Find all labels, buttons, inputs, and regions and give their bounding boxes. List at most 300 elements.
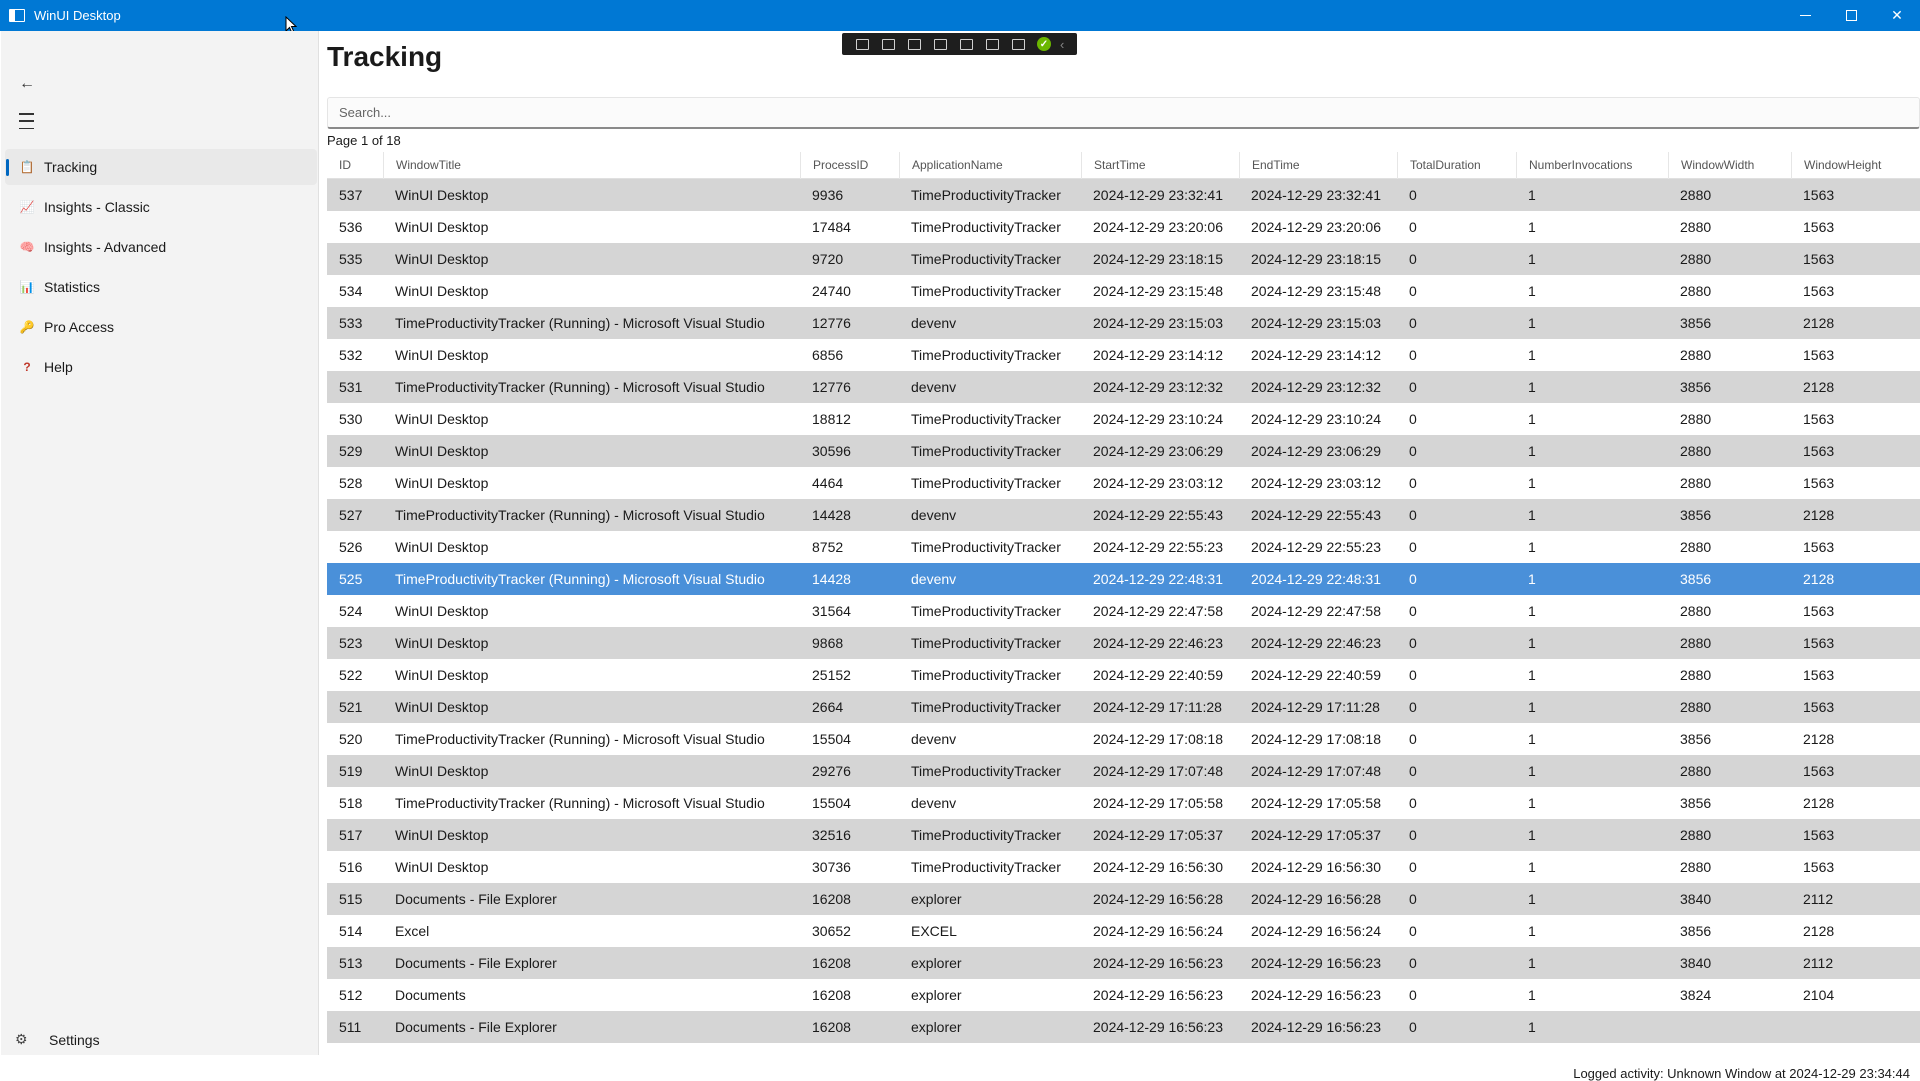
- table-cell: 1: [1528, 443, 1536, 459]
- table-cell: WinUI Desktop: [395, 251, 489, 267]
- table-cell: 14428: [812, 571, 851, 587]
- table-cell: 1: [1528, 347, 1536, 363]
- column-header[interactable]: EndTime: [1239, 152, 1397, 179]
- table-cell: 2024-12-29 22:55:43: [1093, 507, 1223, 523]
- table-cell: 531: [339, 379, 363, 395]
- table-cell: 6856: [812, 347, 844, 363]
- table-cell: 3856: [1680, 923, 1712, 939]
- table-cell: 2024-12-29 22:55:23: [1251, 539, 1381, 555]
- table-cell: 2024-12-29 16:56:23: [1093, 987, 1223, 1003]
- table-cell: 2880: [1680, 699, 1712, 715]
- table-cell: TimeProductivityTracker: [911, 251, 1061, 267]
- table-cell: 2024-12-29 23:10:24: [1251, 411, 1381, 427]
- grid-header: [327, 152, 1920, 179]
- table-row[interactable]: [327, 403, 1920, 435]
- table-cell: WinUI Desktop: [395, 603, 489, 619]
- table-cell: 3856: [1680, 571, 1712, 587]
- table-cell: 1: [1528, 475, 1536, 491]
- table-row[interactable]: [327, 179, 1920, 211]
- table-cell: 0: [1409, 859, 1417, 875]
- table-cell: 1563: [1803, 859, 1835, 875]
- table-cell: 1563: [1803, 763, 1835, 779]
- table-cell: 2024-12-29 23:03:12: [1251, 475, 1381, 491]
- question-icon: ?: [23, 360, 31, 374]
- table-cell: 2024-12-29 23:14:12: [1251, 347, 1381, 363]
- table-row[interactable]: [327, 467, 1920, 499]
- table-cell: 12776: [812, 379, 851, 395]
- hamburger-menu-button[interactable]: [19, 113, 39, 129]
- table-cell: 2024-12-29 17:05:37: [1093, 827, 1223, 843]
- page-title: Tracking: [327, 41, 443, 72]
- nav-menu: [5, 149, 317, 389]
- table-cell: 30596: [812, 443, 851, 459]
- table-row[interactable]: [327, 691, 1920, 723]
- table-cell: WinUI Desktop: [395, 539, 489, 555]
- table-cell: 2880: [1680, 283, 1712, 299]
- key-icon: 🔑: [19, 320, 35, 334]
- table-cell: 2128: [1803, 379, 1835, 395]
- hamburger-line: [19, 120, 34, 122]
- table-row[interactable]: [327, 787, 1920, 819]
- table-cell: TimeProductivityTracker: [911, 443, 1061, 459]
- nav-item-help[interactable]: [5, 349, 317, 385]
- table-cell: WinUI Desktop: [395, 283, 489, 299]
- nav-item-pro-access[interactable]: [5, 309, 317, 345]
- table-cell: explorer: [911, 987, 962, 1003]
- table-cell: 3856: [1680, 507, 1712, 523]
- table-cell: 2024-12-29 22:48:31: [1251, 571, 1381, 587]
- table-cell: 32516: [812, 827, 851, 843]
- table-cell: 2664: [812, 699, 844, 715]
- table-cell: 2024-12-29 23:10:24: [1093, 411, 1223, 427]
- table-cell: 1: [1528, 187, 1536, 203]
- table-cell: 4464: [812, 475, 844, 491]
- settings-label: Settings: [49, 1031, 100, 1048]
- table-cell: 527: [339, 507, 363, 523]
- table-cell: 1563: [1803, 539, 1835, 555]
- column-header[interactable]: ID: [339, 158, 351, 172]
- table-cell: WinUI Desktop: [395, 443, 489, 459]
- table-cell: 2880: [1680, 443, 1712, 459]
- minimize-button[interactable]: [1782, 0, 1828, 31]
- table-cell: 1: [1528, 603, 1536, 619]
- table-cell: 1: [1528, 571, 1536, 587]
- table-cell: 2024-12-29 17:11:28: [1251, 699, 1380, 715]
- table-cell: 2024-12-29 17:05:58: [1093, 795, 1223, 811]
- table-cell: 2024-12-29 23:03:12: [1093, 475, 1223, 491]
- close-button[interactable]: [1874, 0, 1920, 31]
- table-cell: 17484: [812, 219, 851, 235]
- table-cell: 9720: [812, 251, 844, 267]
- table-cell: TimeProductivityTracker (Running) - Microsoft Visual Studio: [395, 507, 765, 523]
- nav-item-insights-advanced[interactable]: [5, 229, 317, 265]
- table-cell: devenv: [911, 315, 957, 331]
- table-cell: 1: [1528, 1019, 1536, 1035]
- table-cell: 25152: [812, 667, 851, 683]
- table-cell: 0: [1409, 315, 1417, 331]
- table-cell: 522: [339, 667, 363, 683]
- table-cell: TimeProductivityTracker (Running) - Microsoft Visual Studio: [395, 571, 765, 587]
- table-cell: 2024-12-29 17:08:18: [1251, 731, 1381, 747]
- table-cell: 8752: [812, 539, 844, 555]
- table-cell: 0: [1409, 475, 1417, 491]
- column-header[interactable]: WindowWidth: [1668, 152, 1791, 179]
- table-row[interactable]: [327, 755, 1920, 787]
- table-cell: 2880: [1680, 763, 1712, 779]
- table-cell: WinUI Desktop: [395, 635, 489, 651]
- table-cell: EXCEL: [911, 923, 957, 939]
- table-cell: 526: [339, 539, 363, 555]
- table-row[interactable]: [327, 595, 1920, 627]
- table-cell: 2024-12-29 23:14:12: [1093, 347, 1223, 363]
- table-cell: 2024-12-29 22:55:23: [1093, 539, 1223, 555]
- table-cell: 535: [339, 251, 363, 267]
- table-cell: 2880: [1680, 251, 1712, 267]
- table-cell: 2880: [1680, 539, 1712, 555]
- table-cell: 1: [1528, 923, 1536, 939]
- table-cell: 2112: [1803, 955, 1834, 971]
- table-cell: TimeProductivityTracker: [911, 347, 1061, 363]
- table-cell: 0: [1409, 283, 1417, 299]
- table-cell: 2024-12-29 22:47:58: [1251, 603, 1381, 619]
- table-cell: 0: [1409, 891, 1417, 907]
- table-cell: TimeProductivityTracker: [911, 187, 1061, 203]
- table-row[interactable]: [327, 211, 1920, 243]
- table-cell: 2128: [1803, 571, 1835, 587]
- table-cell: TimeProductivityTracker: [911, 411, 1061, 427]
- table-row[interactable]: [327, 1011, 1920, 1043]
- table-cell: 1563: [1803, 187, 1835, 203]
- table-cell: 3856: [1680, 795, 1712, 811]
- table-cell: explorer: [911, 891, 962, 907]
- table-cell: 2024-12-29 22:46:23: [1093, 635, 1223, 651]
- table-cell: 0: [1409, 763, 1417, 779]
- table-row[interactable]: [327, 307, 1920, 339]
- column-header[interactable]: TotalDuration: [1397, 152, 1516, 179]
- table-cell: 514: [339, 923, 363, 939]
- table-cell: WinUI Desktop: [395, 699, 489, 715]
- table-cell: 0: [1409, 635, 1417, 651]
- table-cell: 1: [1528, 955, 1536, 971]
- table-cell: 3840: [1680, 891, 1712, 907]
- table-cell: 2024-12-29 17:05:37: [1251, 827, 1381, 843]
- table-cell: Documents: [395, 987, 466, 1003]
- table-cell: 1563: [1803, 283, 1835, 299]
- back-arrow-icon: ←: [19, 75, 35, 92]
- table-row[interactable]: [327, 243, 1920, 275]
- table-cell: TimeProductivityTracker: [911, 219, 1061, 235]
- table-cell: Excel: [395, 923, 430, 939]
- checkmark-icon[interactable]: ✓: [1034, 36, 1054, 52]
- table-cell: 2024-12-29 22:40:59: [1251, 667, 1381, 683]
- table-cell: 1: [1528, 667, 1536, 683]
- table-row[interactable]: [327, 659, 1920, 691]
- table-cell: 513: [339, 955, 363, 971]
- table-cell: 516: [339, 859, 363, 875]
- table-row[interactable]: [327, 723, 1920, 755]
- table-cell: 529: [339, 443, 363, 459]
- table-cell: devenv: [911, 571, 957, 587]
- table-cell: 18812: [812, 411, 851, 427]
- nav-item-insights-classic[interactable]: [5, 189, 317, 225]
- table-cell: 1: [1528, 635, 1536, 651]
- table-cell: 2024-12-29 23:15:03: [1093, 315, 1223, 331]
- table-cell: 0: [1409, 219, 1417, 235]
- table-cell: WinUI Desktop: [395, 187, 489, 203]
- table-cell: 0: [1409, 987, 1417, 1003]
- table-cell: 2024-12-29 23:12:32: [1093, 379, 1223, 395]
- table-cell: 2880: [1680, 827, 1712, 843]
- table-row[interactable]: [327, 275, 1920, 307]
- clipboard-icon: 📋: [19, 160, 35, 174]
- table-cell: 2880: [1680, 603, 1712, 619]
- table-cell: 536: [339, 219, 363, 235]
- table-row[interactable]: [327, 435, 1920, 467]
- column-header[interactable]: ProcessID: [800, 152, 899, 179]
- table-cell: 532: [339, 347, 363, 363]
- table-cell: TimeProductivityTracker (Running) - Microsoft Visual Studio: [395, 731, 765, 747]
- table-cell: 1: [1528, 251, 1536, 267]
- table-cell: 0: [1409, 411, 1417, 427]
- table-cell: 2880: [1680, 411, 1712, 427]
- table-cell: 1: [1528, 859, 1536, 875]
- table-cell: 15504: [812, 731, 851, 747]
- table-cell: 1563: [1803, 347, 1835, 363]
- table-cell: 1: [1528, 283, 1536, 299]
- table-cell: 16208: [812, 891, 851, 907]
- table-cell: 519: [339, 763, 363, 779]
- back-button[interactable]: [15, 72, 39, 96]
- nav-item-tracking[interactable]: [5, 149, 317, 185]
- table-cell: Documents - File Explorer: [395, 1019, 557, 1035]
- table-cell: 2024-12-29 16:56:23: [1093, 1019, 1223, 1035]
- column-header[interactable]: WindowHeight: [1791, 152, 1920, 179]
- table-cell: 1: [1528, 315, 1536, 331]
- table-cell: WinUI Desktop: [395, 859, 489, 875]
- table-cell: Documents - File Explorer: [395, 955, 557, 971]
- table-cell: 2024-12-29 17:05:58: [1251, 795, 1381, 811]
- nav-item-label: Insights - Advanced: [44, 239, 167, 255]
- table-cell: 1563: [1803, 699, 1835, 715]
- nav-item-label: Pro Access: [44, 319, 115, 335]
- tracking-data-grid[interactable]: [327, 152, 1920, 1043]
- table-cell: 1: [1528, 827, 1536, 843]
- table-cell: devenv: [911, 507, 957, 523]
- table-row[interactable]: [327, 371, 1920, 403]
- table-cell: 533: [339, 315, 363, 331]
- nav-item-label: Tracking: [44, 159, 98, 175]
- table-row[interactable]: [327, 819, 1920, 851]
- table-cell: devenv: [911, 731, 957, 747]
- table-cell: 2128: [1803, 795, 1835, 811]
- table-cell: 30736: [812, 859, 851, 875]
- table-cell: WinUI Desktop: [395, 219, 489, 235]
- table-row[interactable]: [327, 499, 1920, 531]
- table-cell: Documents - File Explorer: [395, 891, 557, 907]
- table-cell: 511: [339, 1019, 362, 1035]
- table-cell: 2880: [1680, 347, 1712, 363]
- column-header[interactable]: WindowTitle: [383, 152, 800, 179]
- table-cell: 3856: [1680, 315, 1712, 331]
- table-cell: 0: [1409, 379, 1417, 395]
- table-cell: 0: [1409, 603, 1417, 619]
- minimize-icon: [1800, 15, 1811, 16]
- table-cell: WinUI Desktop: [395, 763, 489, 779]
- table-cell: 2104: [1803, 987, 1835, 1003]
- table-cell: 0: [1409, 347, 1417, 363]
- nav-item-label: Insights - Classic: [44, 199, 150, 215]
- table-cell: WinUI Desktop: [395, 475, 489, 491]
- table-cell: 3840: [1680, 955, 1712, 971]
- table-cell: TimeProductivityTracker (Running) - Microsoft Visual Studio: [395, 315, 765, 331]
- table-cell: 2024-12-29 22:47:58: [1093, 603, 1223, 619]
- table-cell: 2024-12-29 23:18:15: [1093, 251, 1223, 267]
- column-header[interactable]: StartTime: [1081, 152, 1239, 179]
- column-header[interactable]: ApplicationName: [899, 152, 1081, 179]
- brain-icon: 🧠: [19, 240, 35, 254]
- table-cell: 3824: [1680, 987, 1712, 1003]
- table-cell: 515: [339, 891, 363, 907]
- table-cell: 537: [339, 187, 363, 203]
- table-row[interactable]: [327, 947, 1920, 979]
- status-message: Logged activity: Unknown Window at 2024-12-29 23:34:44: [1573, 1066, 1910, 1081]
- close-icon: ✕: [1891, 7, 1903, 23]
- table-cell: 1: [1528, 219, 1536, 235]
- table-cell: 2024-12-29 23:32:41: [1251, 187, 1381, 203]
- table-cell: 1563: [1803, 411, 1835, 427]
- table-cell: 0: [1409, 955, 1417, 971]
- table-cell: 520: [339, 731, 363, 747]
- table-cell: 0: [1409, 571, 1417, 587]
- table-cell: 30652: [812, 923, 851, 939]
- table-cell: 2024-12-29 17:07:48: [1093, 763, 1223, 779]
- table-cell: 1: [1528, 731, 1536, 747]
- table-cell: 2024-12-29 23:15:48: [1093, 283, 1223, 299]
- table-cell: 518: [339, 795, 363, 811]
- table-cell: 2880: [1680, 219, 1712, 235]
- table-cell: 2880: [1680, 635, 1712, 651]
- nav-item-label: Statistics: [44, 279, 101, 295]
- table-cell: 2880: [1680, 187, 1712, 203]
- search-input[interactable]: [327, 97, 1920, 129]
- table-cell: 2024-12-29 22:40:59: [1093, 667, 1223, 683]
- table-row[interactable]: [327, 915, 1920, 947]
- table-cell: TimeProductivityTracker (Running) - Microsoft Visual Studio: [395, 379, 765, 395]
- table-row[interactable]: [327, 563, 1920, 595]
- table-cell: 1563: [1803, 251, 1835, 267]
- table-cell: 2024-12-29 23:32:41: [1093, 187, 1223, 203]
- table-cell: 521: [339, 699, 363, 715]
- table-cell: 1: [1528, 987, 1536, 1003]
- table-row[interactable]: [327, 851, 1920, 883]
- table-cell: TimeProductivityTracker: [911, 283, 1061, 299]
- table-cell: 0: [1409, 731, 1417, 747]
- table-cell: 2024-12-29 16:56:23: [1093, 955, 1223, 971]
- table-cell: 1: [1528, 699, 1536, 715]
- table-cell: 2024-12-29 17:08:18: [1093, 731, 1223, 747]
- table-cell: 0: [1409, 443, 1417, 459]
- table-row[interactable]: [327, 627, 1920, 659]
- table-cell: TimeProductivityTracker: [911, 827, 1061, 843]
- table-cell: 0: [1409, 251, 1417, 267]
- table-cell: 15504: [812, 795, 851, 811]
- table-cell: 524: [339, 603, 363, 619]
- table-cell: 0: [1409, 539, 1417, 555]
- navigation-pane: [1, 31, 319, 1055]
- table-cell: 2024-12-29 16:56:24: [1251, 923, 1381, 939]
- table-cell: 2128: [1803, 315, 1835, 331]
- table-cell: 1: [1528, 507, 1536, 523]
- table-cell: 1: [1528, 379, 1536, 395]
- window-controls: [1782, 0, 1920, 31]
- table-cell: 3856: [1680, 731, 1712, 747]
- nav-item-settings[interactable]: [15, 1031, 100, 1048]
- page-info: Page 1 of 18: [327, 133, 401, 148]
- table-cell: 2024-12-29 23:15:48: [1251, 283, 1381, 299]
- table-cell: 2024-12-29 23:12:32: [1251, 379, 1381, 395]
- table-cell: explorer: [911, 955, 962, 971]
- table-cell: 1563: [1803, 219, 1835, 235]
- table-cell: 523: [339, 635, 363, 651]
- column-header[interactable]: NumberInvocations: [1516, 152, 1668, 179]
- table-row[interactable]: [327, 883, 1920, 915]
- table-row[interactable]: [327, 531, 1920, 563]
- bar-chart-icon: 📊: [19, 280, 35, 294]
- collapse-chevron-icon[interactable]: ‹: [1060, 36, 1065, 52]
- table-cell: 1: [1528, 763, 1536, 779]
- table-cell: 2024-12-29 17:07:48: [1251, 763, 1381, 779]
- table-cell: 0: [1409, 507, 1417, 523]
- table-cell: 2024-12-29 16:56:30: [1251, 859, 1381, 875]
- table-cell: devenv: [911, 795, 957, 811]
- table-cell: 2880: [1680, 475, 1712, 491]
- table-cell: devenv: [911, 379, 957, 395]
- nav-item-statistics[interactable]: [5, 269, 317, 305]
- table-cell: TimeProductivityTracker (Running) - Microsoft Visual Studio: [395, 795, 765, 811]
- table-cell: 0: [1409, 1019, 1417, 1035]
- table-cell: 517: [339, 827, 363, 843]
- table-cell: WinUI Desktop: [395, 411, 489, 427]
- table-cell: 1563: [1803, 603, 1835, 619]
- table-cell: TimeProductivityTracker: [911, 603, 1061, 619]
- table-cell: 0: [1409, 923, 1417, 939]
- table-cell: 16208: [812, 955, 851, 971]
- gear-icon: ⚙: [15, 1031, 28, 1047]
- grid-body: [327, 179, 1920, 1043]
- table-cell: 528: [339, 475, 363, 491]
- table-cell: 2024-12-29 23:06:29: [1251, 443, 1381, 459]
- table-cell: 1563: [1803, 827, 1835, 843]
- hamburger-line: [19, 128, 34, 130]
- table-cell: 2024-12-29 17:11:28: [1093, 699, 1222, 715]
- table-cell: 2128: [1803, 731, 1835, 747]
- table-cell: 2880: [1680, 667, 1712, 683]
- table-cell: 9868: [812, 635, 844, 651]
- table-cell: 2024-12-29 16:56:30: [1093, 859, 1223, 875]
- table-row[interactable]: [327, 339, 1920, 371]
- table-cell: 534: [339, 283, 363, 299]
- table-cell: 2024-12-29 22:55:43: [1251, 507, 1381, 523]
- table-cell: 530: [339, 411, 363, 427]
- table-cell: WinUI Desktop: [395, 667, 489, 683]
- table-cell: 1563: [1803, 443, 1835, 459]
- app-icon: [9, 9, 25, 22]
- table-cell: 16208: [812, 987, 851, 1003]
- maximize-button[interactable]: [1828, 0, 1874, 31]
- table-row[interactable]: [327, 979, 1920, 1011]
- table-cell: 2024-12-29 16:56:24: [1093, 923, 1223, 939]
- table-cell: 9936: [812, 187, 844, 203]
